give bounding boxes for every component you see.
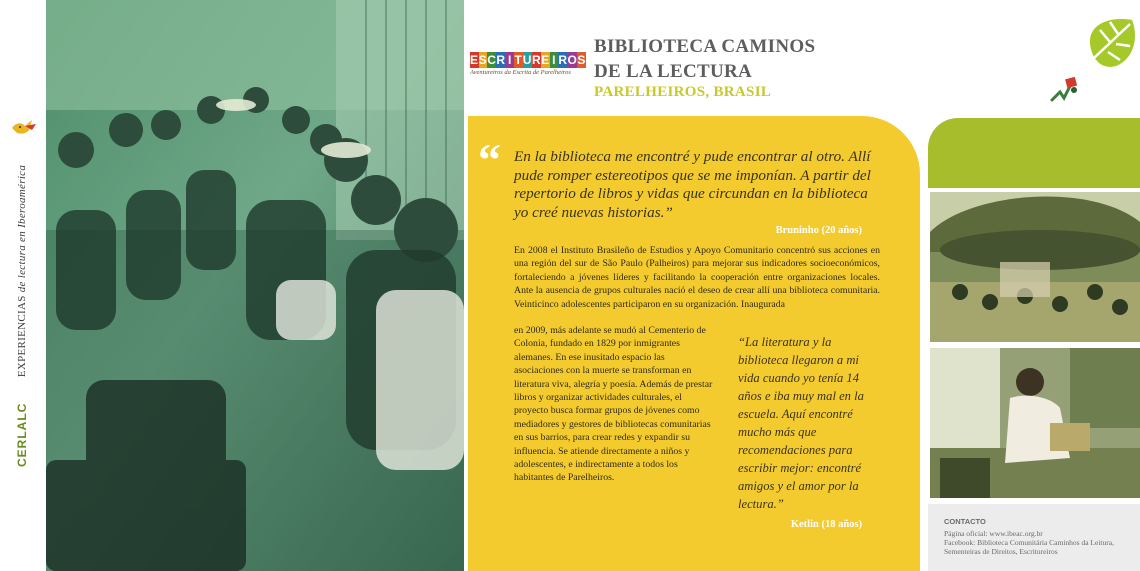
outdoor-gathering-photo [930, 192, 1140, 342]
logo-letter: E [470, 53, 479, 67]
girl-reading-photo [930, 348, 1140, 498]
contact-facebook-line1: Facebook: Biblioteca Comunitária Caminhos da Leitura, [944, 538, 1114, 547]
page-title-line2: DE LA LECTURA [594, 61, 753, 82]
cerlalc-logo: CERLALC [15, 402, 29, 467]
logo-letter: I [506, 52, 515, 68]
page-title-line1: BIBLIOTECA CAMINOS [594, 36, 816, 57]
logo-letter: U [522, 53, 532, 67]
secondary-quote: “La literatura y la biblioteca llegaron a mi vida cuando yo tenía 14 años e iba muy mal en la escuela. Aquí encontré mucho más que recomendaciones para escribir mejor: encontré amigos y el amor por la lectura.” [738, 335, 864, 511]
logo-letter: I [550, 52, 559, 68]
contact-facebook-line2: Sementeiras de Direitos, Escritureiros [944, 547, 1058, 556]
secondary-quote-author: Ketlin (18 años) [790, 519, 862, 530]
logo-letter: S [577, 53, 586, 67]
body-text-intro: En 2008 el Instituto Brasileño de Estudios y Apoyo Comunitario concentró sus acciones en una región del sur de São Paulo (Palheiros) para mejorar sus indicadores socioeconómicos, fortaleciendo a jóvenes líderes y facilitando la cooperación entre organizaciones locales. Ante la ausencia de grupos culturales nació el deseo de crear allí una biblioteca comunitaria. Veinticinco adolescentes participaron en su organización. Inaugurada [514, 245, 880, 310]
logo-letter: R [496, 53, 506, 67]
logo-letter: C [487, 53, 497, 67]
logo-letter: R [558, 53, 568, 67]
logo-letter: T [514, 53, 523, 67]
series-prefix: EXPERIENCIAS [16, 295, 28, 378]
monstera-leaf-icon [1080, 14, 1140, 70]
quote-mark: “ [478, 134, 501, 185]
logo-letter: R [531, 53, 542, 67]
body-text-column: en 2009, más adelante se mudó al Cementerio de Colonia, fundado en 1829 por inmigrantes alemanes. En ese inusitado espacio las asociaciones con la muerte se transforman en literatura viva, alegría y poesía. Además de prestar libros y organizar actividades culturales, el proyecto busca formar grupos de jóvenes como mediadores y gestores de bibliotecas comunitarias en sus barrios, para crear redes y expandir su influencia. Se atiende directamente a niños y adolescentes, e indirectamente a todos los habitantes de Parelheiros. [514, 325, 713, 484]
quote-author: Bruninho (20 años) [775, 225, 862, 236]
reader-with-book-icon [1048, 74, 1084, 104]
logo-letter: E [541, 53, 550, 67]
escritureiros-subtitle: Aventureiros da Escrita de Parelheiros [470, 69, 571, 76]
escritureiros-logo [470, 52, 586, 68]
contact-title: CONTACTO [944, 517, 986, 526]
logo-letter: O [567, 53, 578, 67]
series-rest: de lectura en Iberoamérica [16, 164, 28, 293]
green-accent-block [928, 118, 1140, 188]
logo-letter: S [478, 53, 488, 67]
contact-website: Página oficial: www.ibeac.org.br [944, 529, 1043, 538]
location-title: PARELHEIROS, BRASIL [594, 84, 772, 100]
featured-quote: En la biblioteca me encontré y pude encontrar al otro. Allí pude romper estereotipos que se me imponían. A partir del repertorio de libros y vidas que circundan en la biblioteca yo creé nuevas historias.” [514, 148, 871, 221]
series-label [16, 136, 34, 406]
group-photo [46, 0, 464, 571]
